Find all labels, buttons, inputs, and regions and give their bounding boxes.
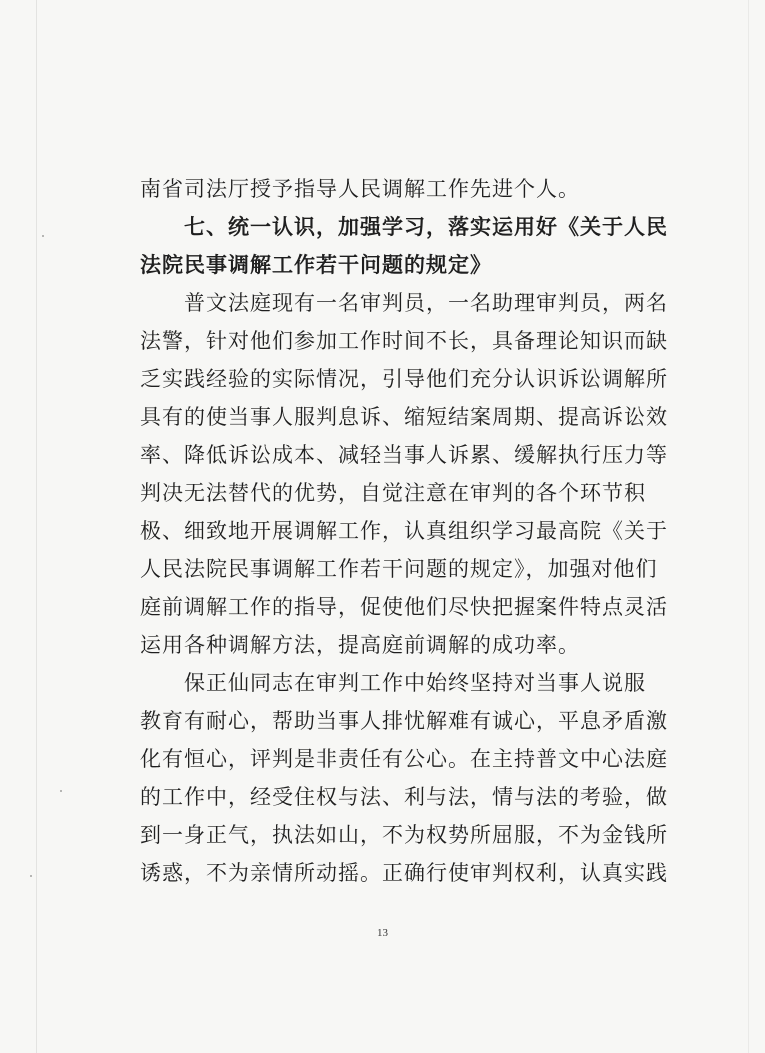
paragraph-1-line: 率、降低诉讼成本、减轻当事人诉累、缓解执行压力等 <box>140 443 668 467</box>
scan-speck <box>60 790 62 792</box>
paragraph-2-line: 化有恒心，评判是非责任有公心。在主持普文中心法庭 <box>140 747 668 771</box>
paragraph-1-line: 乏实践经验的实际情况，引导他们充分认识诉讼调解所 <box>140 367 668 391</box>
paragraph-2-line: 到一身正气，执法如山，不为权势所屈服，不为金钱所 <box>140 823 668 847</box>
scan-right-edge <box>748 0 749 1053</box>
paragraph-2-line: 教育有耐心，帮助当事人排忧解难有诚心，平息矛盾激 <box>140 709 668 733</box>
page-number: 13 <box>377 927 388 939</box>
section-heading-line-1: 七、统一认识，加强学习，落实运用好《关于人民 <box>184 215 668 239</box>
scan-left-edge <box>36 0 37 1053</box>
paragraph-1-line: 法警，针对他们参加工作时间不长，具备理论知识而缺 <box>140 329 668 353</box>
scan-speck <box>30 875 32 877</box>
paragraph-2-line: 的工作中，经受住权与法、利与法，情与法的考验，做 <box>140 785 668 809</box>
paragraph-1-line: 人民法院民事调解工作若干问题的规定》，加强对他们 <box>140 557 658 581</box>
document-body <box>140 170 668 892</box>
section-heading-line-2: 法院民事调解工作若干问题的规定》 <box>140 253 492 277</box>
paragraph-1-line: 庭前调解工作的指导，促使他们尽快把握案件特点灵活 <box>140 595 668 619</box>
scan-speck <box>42 235 44 237</box>
paragraph-2-line: 诱惑，不为亲情所动摇。正确行使审判权利，认真实践 <box>140 861 668 885</box>
paragraph-2-line: 保正仙同志在审判工作中始终坚持对当事人说服 <box>184 671 646 695</box>
paragraph-1-line: 运用各种调解方法，提高庭前调解的成功率。 <box>140 633 580 657</box>
paragraph-1-line: 判决无法替代的优势，自觉注意在审判的各个环节积 <box>140 481 646 505</box>
paragraph-1-line: 具有的使当事人服判息诉、缩短结案周期、提高诉讼效 <box>140 405 668 429</box>
paragraph-1-line: 极、细致地开展调解工作，认真组织学习最高院《关于 <box>140 519 668 543</box>
text-line: 南省司法厅授予指导人民调解工作先进个人。 <box>140 177 580 201</box>
paragraph-1-line: 普文法庭现有一名审判员，一名助理审判员，两名 <box>184 291 668 315</box>
